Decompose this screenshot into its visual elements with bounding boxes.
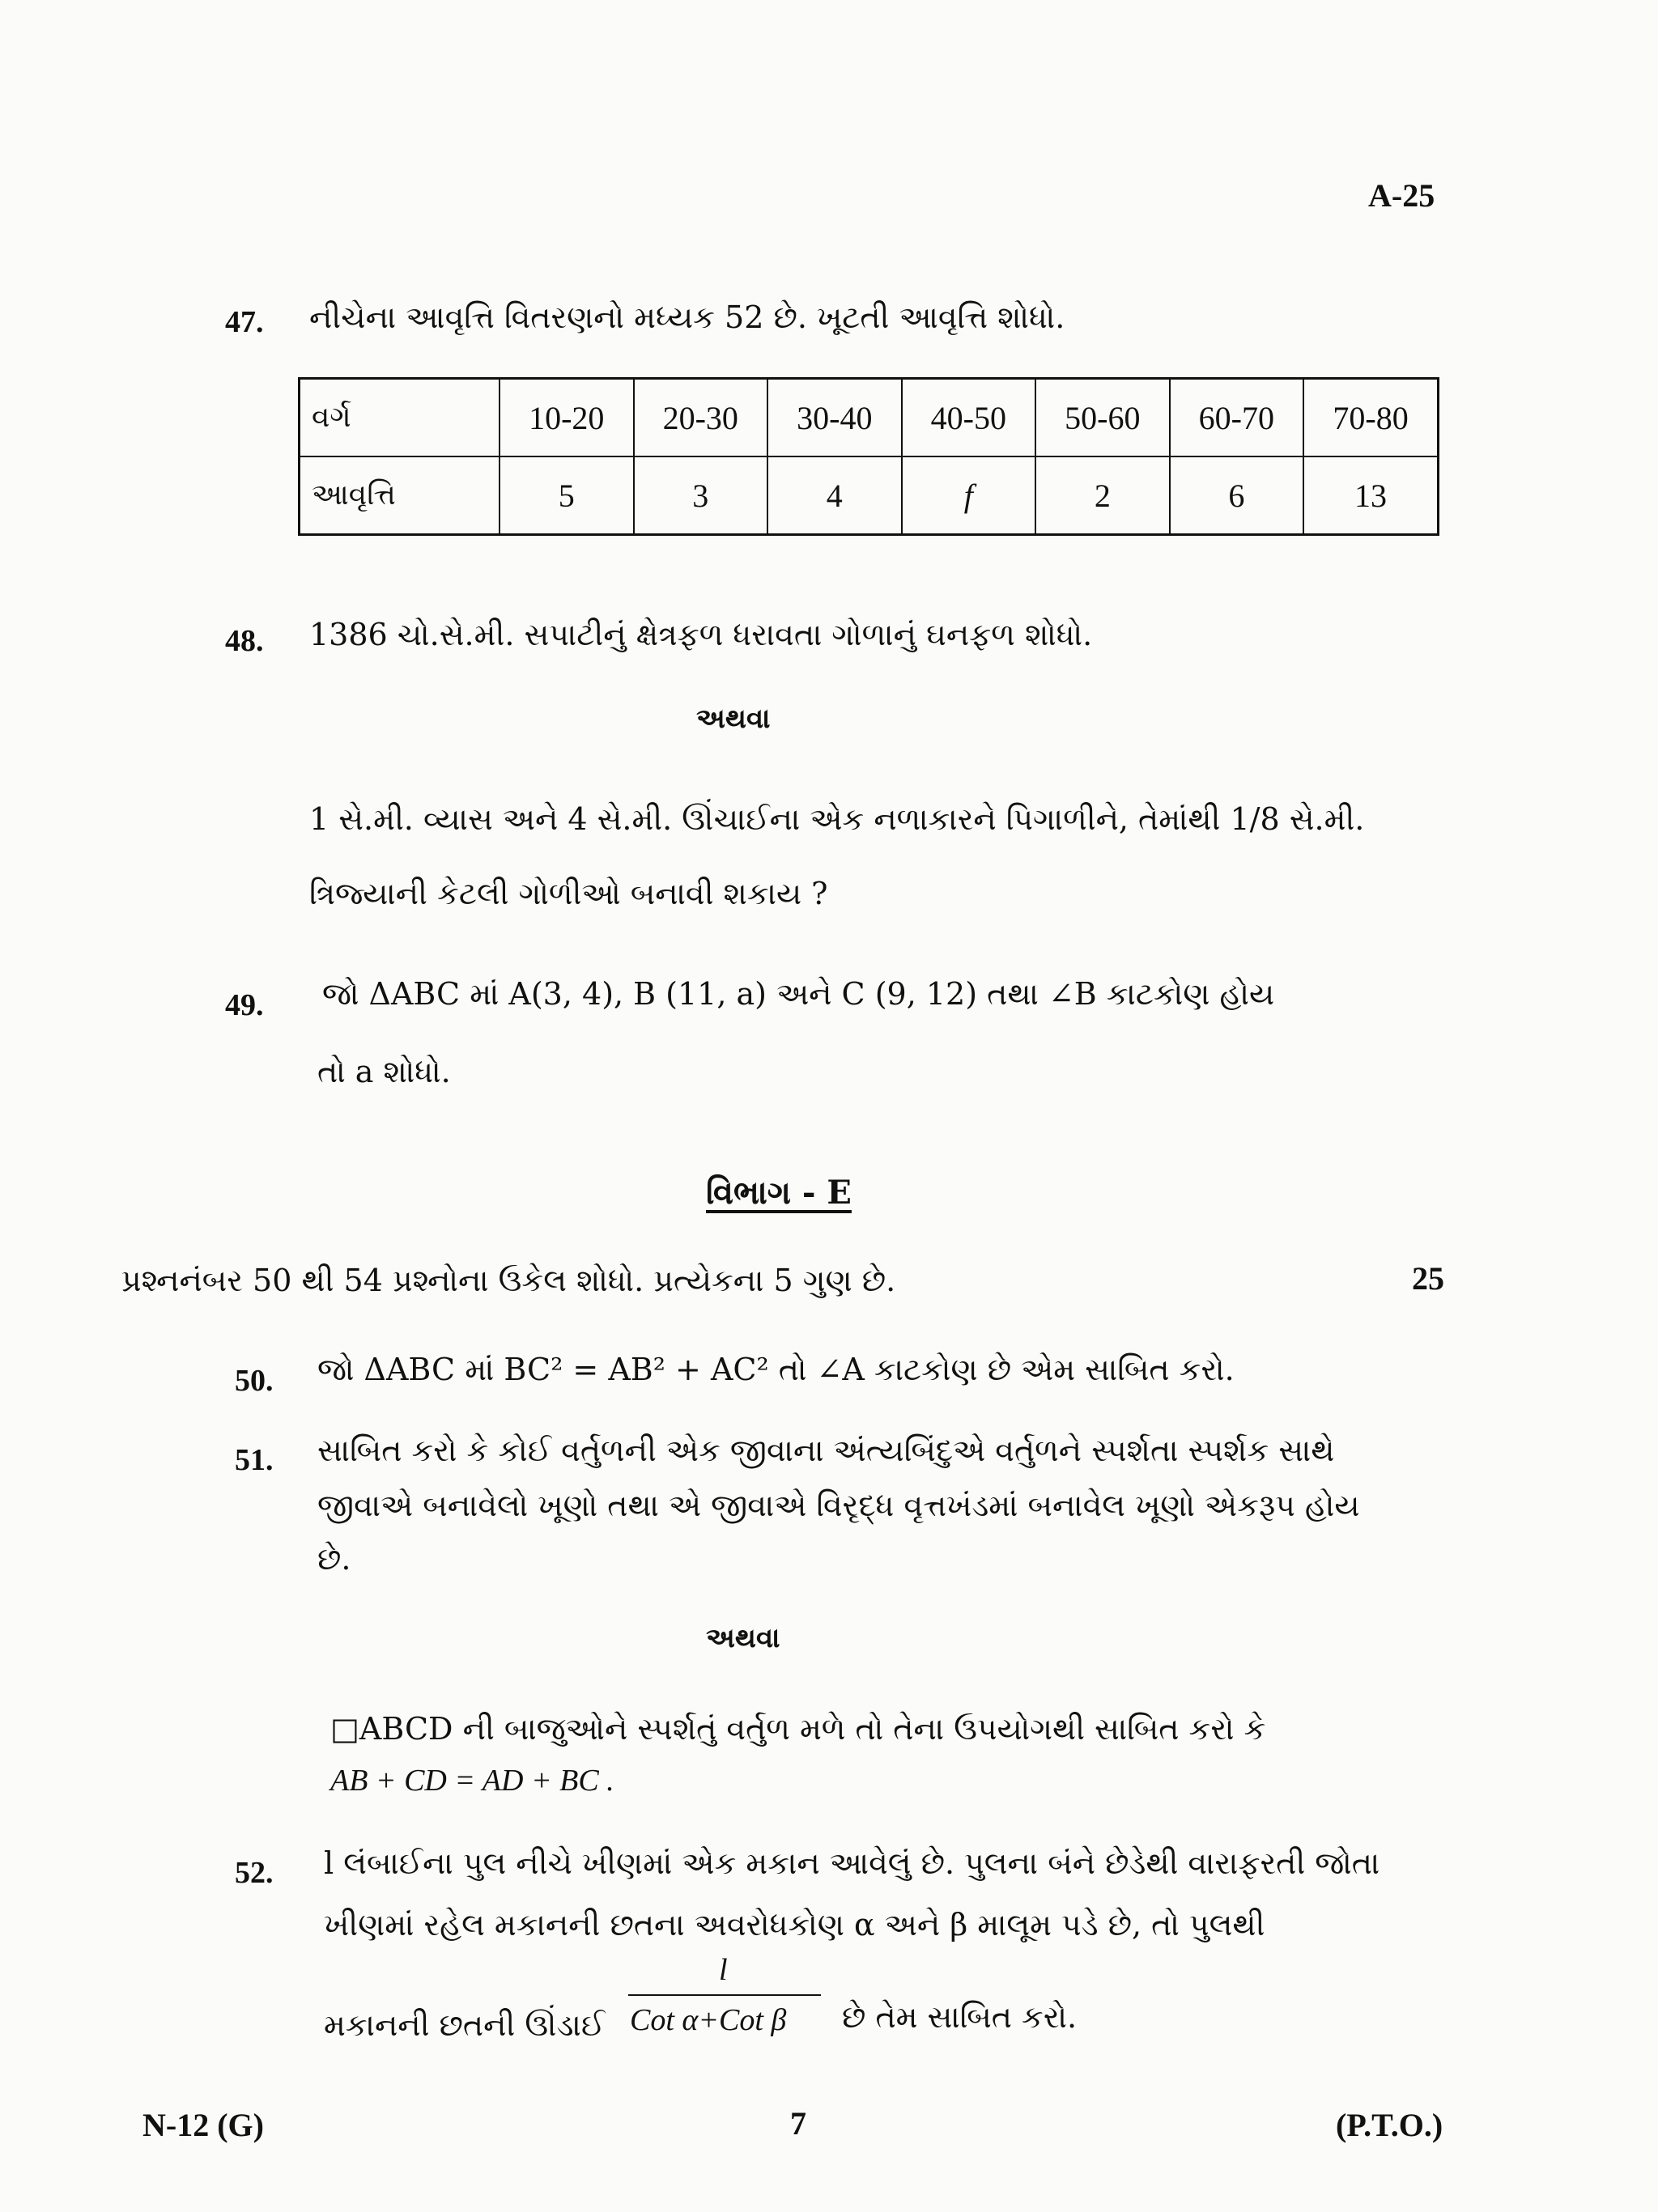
table-row-label: વર્ગ — [300, 379, 500, 457]
table-cell: 50-60 — [1035, 379, 1170, 457]
pto-label: (P.T.O.) — [1336, 2107, 1443, 2143]
table-cell: 2 — [1035, 456, 1170, 535]
table-cell: 4 — [767, 456, 902, 535]
question-number: 48. — [225, 624, 264, 658]
question-text: તો a શોધો. — [317, 1054, 451, 1089]
question-text: નીચેના આવૃત્તિ વિતરણનો મધ્યક 52 છે. ખૂટતી આવૃત્તિ શોધો. — [309, 299, 1065, 335]
or-label: અથવા — [706, 1622, 780, 1654]
or-label: અથવા — [696, 703, 771, 735]
table-cell: 6 — [1170, 456, 1304, 535]
question-text: સાબિત કરો કે કોઈ વર્તુળની એક જીવાના અંત્યબિંદુએ વર્તુળને સ્પર્શતા સ્પર્શક સાથે — [317, 1433, 1335, 1468]
question-text: છે તેમ સાબિત કરો. — [842, 1999, 1078, 2035]
question-text: મકાનની છતની ઊંડાઈ — [324, 2007, 606, 2043]
table-row — [300, 456, 1439, 535]
table-cell: 5 — [500, 456, 634, 535]
page-code: A-25 — [1368, 177, 1435, 214]
question-number: 50. — [235, 1364, 274, 1398]
table-row — [300, 379, 1439, 457]
question-text: જીવાએ બનાવેલો ખૂણો તથા એ જીવાએ વિરૃદ્ધ વૃત્તખંડમાં બનાવેલ ખૂણો એકરૂપ હોય — [317, 1488, 1360, 1523]
table-cell: 30-40 — [767, 379, 902, 457]
question-text: જો ΔABC માં BC² = AB² + AC² તો ∠A કાટકોણ છે એમ સાબિત કરો. — [317, 1352, 1235, 1387]
table-cell: 60-70 — [1170, 379, 1304, 457]
table-cell: 3 — [634, 456, 768, 535]
question-number: 49. — [225, 988, 264, 1022]
fraction-bar — [628, 1994, 821, 1996]
question-text: ખીણમાં રહેલ મકાનની છતના અવરોધકોણ α અને β માલૂમ પડે છે, તો પુલથી — [324, 1907, 1265, 1942]
alt-question-line: □ABCD ની બાજુઓને સ્પર્શતું વર્તુળ મળે તો તેના ઉપયોગથી સાબિત કરો કે — [330, 1711, 1266, 1747]
section-title: વિભાગ - E — [706, 1174, 852, 1212]
question-number: 47. — [225, 305, 264, 339]
table-cell: 70-80 — [1303, 379, 1438, 457]
question-number: 51. — [235, 1443, 274, 1477]
alt-question-line: ત્રિજ્યાની કેટલી ગોળીઓ બનાવી શકાય ? — [309, 876, 828, 911]
table-cell: 20-30 — [634, 379, 768, 457]
question-text: છે. — [317, 1541, 351, 1577]
fraction-denominator: Cot α+Cot β — [630, 2003, 787, 2037]
footer-code: N-12 (G) — [142, 2107, 264, 2143]
question-number: 52. — [235, 1856, 274, 1890]
table-cell: 40-50 — [902, 379, 1036, 457]
table-cell: 10-20 — [500, 379, 634, 457]
alt-question-line: 1 સે.મી. વ્યાસ અને 4 સે.મી. ઊંચાઈના એક નળાકારને પિગાળીને, તેમાંથી 1/8 સે.મી. — [309, 801, 1365, 837]
question-text: 1386 ચો.સે.મી. સપાટીનું ક્ષેત્રફળ ધરાવતા ગોળાનું ઘનફળ શોધો. — [309, 617, 1093, 652]
table-row-label: આવૃત્તિ — [300, 456, 500, 535]
alt-question-line: AB + CD = AD + BC . — [330, 1764, 614, 1798]
question-text: l લંબાઈના પુલ નીચે ખીણમાં એક મકાન આવેલું છે. પુલના બંને છેડેથી વારાફરતી જોતા — [324, 1845, 1380, 1881]
fraction-numerator: l — [719, 1953, 728, 1987]
question-text: જો ΔABC માં A(3, 4), B (11, a) અને C (9, 12) તથા ∠B કાટકોણ હોય — [322, 976, 1275, 1012]
table-cell: 13 — [1303, 456, 1438, 535]
section-marks: 25 — [1412, 1260, 1444, 1297]
page-number: 7 — [790, 2105, 806, 2142]
table-cell: f — [902, 456, 1036, 535]
section-instruction: પ્રશ્નનંબર 50 થી 54 પ્રશ્નોના ઉકેલ શોધો. પ્રત્યેકના 5 ગુણ છે. — [121, 1263, 896, 1298]
frequency-table — [298, 377, 1439, 536]
